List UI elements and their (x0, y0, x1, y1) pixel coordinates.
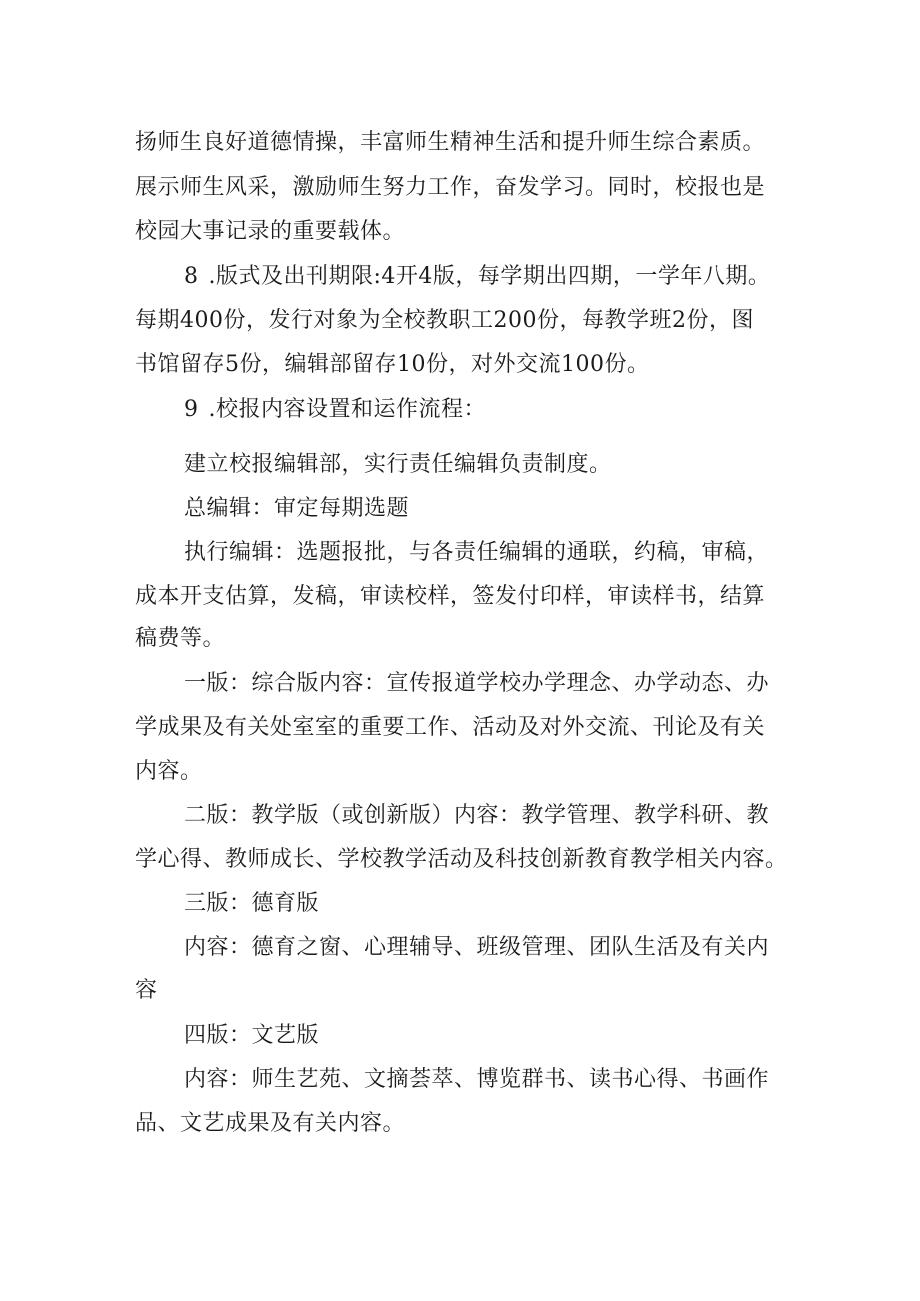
edition-2-line-1: 二版：教学版（或创新版）内容：教学管理、教学科研、教 (184, 803, 770, 828)
edition-2-line-2: 学心得、教师成长、学校教学活动及科技创新教育教学相关内容。 (135, 847, 788, 872)
executive-editor-line-3: 稿费等。 (135, 626, 226, 651)
edition-4-content-line-1: 内容：师生艺苑、文摘荟萃、博览群书、读书心得、书画作 (184, 1067, 770, 1092)
item-8-line-2: 每期400份，发行对象为全校教职工200份，每教学班2份，图 (135, 308, 754, 333)
intro-line-1: 扬师生良好道德情操，丰富师生精神生活和提升师生综合素质。 (135, 130, 766, 155)
intro-line-2: 展示师生风采，激励师生努力工作，奋发学习。同时，校报也是 (135, 175, 766, 200)
edition-3-content-line-2: 容 (135, 978, 158, 1003)
chief-editor: 总编辑：审定每期选题 (184, 496, 410, 521)
item-9-number: 9 (184, 397, 199, 422)
edition-4-content-line-2: 品、文艺成果及有关内容。 (135, 1111, 406, 1136)
edition-3-content-line-1: 内容：德育之窗、心理辅导、班级管理、团队生活及有关内 (184, 935, 770, 960)
executive-editor-line-2: 成本开支估算，发稿，审读校样，签发付印样，审读样书，结算 (135, 584, 766, 609)
editorial-setup: 建立校报编辑部，实行责任编辑负责制度。 (184, 452, 612, 477)
edition-4-title: 四版：文艺版 (184, 1023, 320, 1048)
intro-line-3: 校园大事记录的重要载体。 (135, 219, 406, 244)
edition-3-title: 三版：德育版 (184, 891, 320, 916)
edition-1-line-2: 学成果及有关处室室的重要工作、活动及对外交流、刊论及有关 (135, 715, 766, 740)
edition-1-line-3: 内容。 (135, 759, 203, 784)
item-8-text: .版式及出刊期限:4开4版，每学期出四期，一学年八期。 (208, 264, 771, 289)
edition-1-line-1: 一版：综合版内容：宣传报道学校办学理念、办学动态、办 (184, 671, 770, 696)
item-8-line-1 (184, 262, 770, 292)
item-9-text: .校报内容设置和运作流程： (208, 397, 486, 422)
executive-editor-line-1: 执行编辑：选题报批，与各责任编辑的通联，约稿，审稿， (184, 540, 770, 565)
item-9-line (184, 395, 486, 425)
item-8-line-3: 书馆留存5份，编辑部留存10份，对外交流100份。 (135, 352, 650, 377)
item-8-number: 8 (184, 264, 199, 289)
